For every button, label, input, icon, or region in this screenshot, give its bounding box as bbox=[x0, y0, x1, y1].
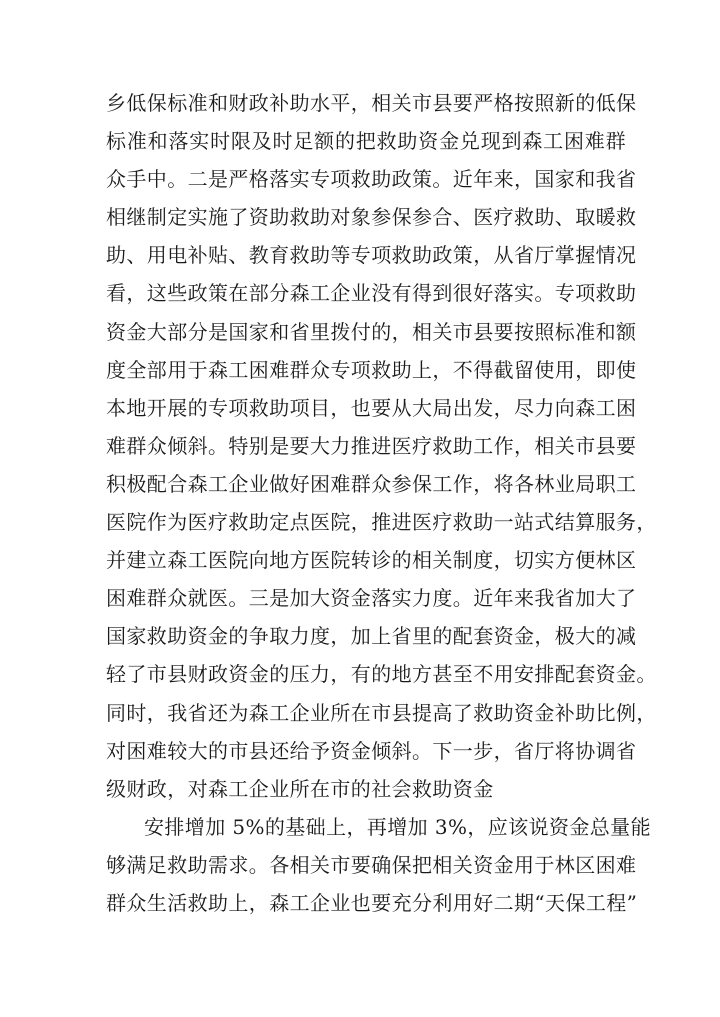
text-line: 相继制定实施了资助救助对象参保参合、医疗救助、取暖救 bbox=[106, 205, 637, 230]
text-line: 群众生活救助上，森工企业也要充分利用好二期“天保工程” bbox=[106, 890, 638, 915]
text-line: 困难群众就医。三是加大资金落实力度。近年来我省加大了 bbox=[106, 586, 637, 611]
text-line: 本地开展的专项救助项目，也要从大局出发，尽力向森工困 bbox=[106, 395, 637, 420]
text-line: 乡低保标准和财政补助水平，相关市县要严格按照新的低保 bbox=[106, 91, 637, 115]
text-line: 安排增加 5%的基础上，再增加 3%，应该说资金总量能 bbox=[144, 814, 651, 839]
text-line: 积极配合森工企业做好困难群众参保工作，将各林业局职工 bbox=[106, 471, 637, 496]
text-line: 助、用电补贴、教育救助等专项救助政策，从省厅掌握情况 bbox=[106, 243, 637, 268]
text-line: 对困难较大的市县还给予资金倾斜。下一步，省厅将协调省 bbox=[106, 738, 637, 763]
text-line: 并建立森工医院向地方医院转诊的相关制度，切实方便林区 bbox=[106, 548, 637, 573]
text-line: 度全部用于森工困难群众专项救助上，不得截留使用，即使 bbox=[106, 357, 637, 382]
body-text bbox=[106, 84, 657, 922]
text-line: 众手中。二是严格落实专项救助政策。近年来，国家和我省 bbox=[106, 167, 637, 192]
text-line: 标准和落实时限及时足额的把救助资金兑现到森工困难群 bbox=[106, 129, 626, 154]
text-line: 医院作为医疗救助定点医院，推进医疗救助一站式结算服务， bbox=[106, 510, 657, 535]
text-line: 资金大部分是国家和省里拨付的，相关市县要按照标准和额 bbox=[106, 319, 637, 344]
text-line: 同时，我省还为森工企业所在市县提高了救助资金补助比例， bbox=[106, 700, 657, 725]
text-line: 难群众倾斜。特别是要大力推进医疗救助工作，相关市县要 bbox=[106, 433, 637, 458]
text-line: 轻了市县财政资金的压力，有的地方甚至不用安排配套资金。 bbox=[106, 662, 657, 687]
text-line: 国家救助资金的争取力度，加上省里的配套资金，极大的减 bbox=[106, 624, 637, 649]
text-line: 够满足救助需求。各相关市要确保把相关资金用于林区困难 bbox=[106, 852, 637, 877]
text-line: 级财政，对森工企业所在市的社会救助资金 bbox=[106, 776, 494, 801]
text-line: 看，这些政策在部分森工企业没有得到很好落实。专项救助 bbox=[106, 281, 637, 306]
